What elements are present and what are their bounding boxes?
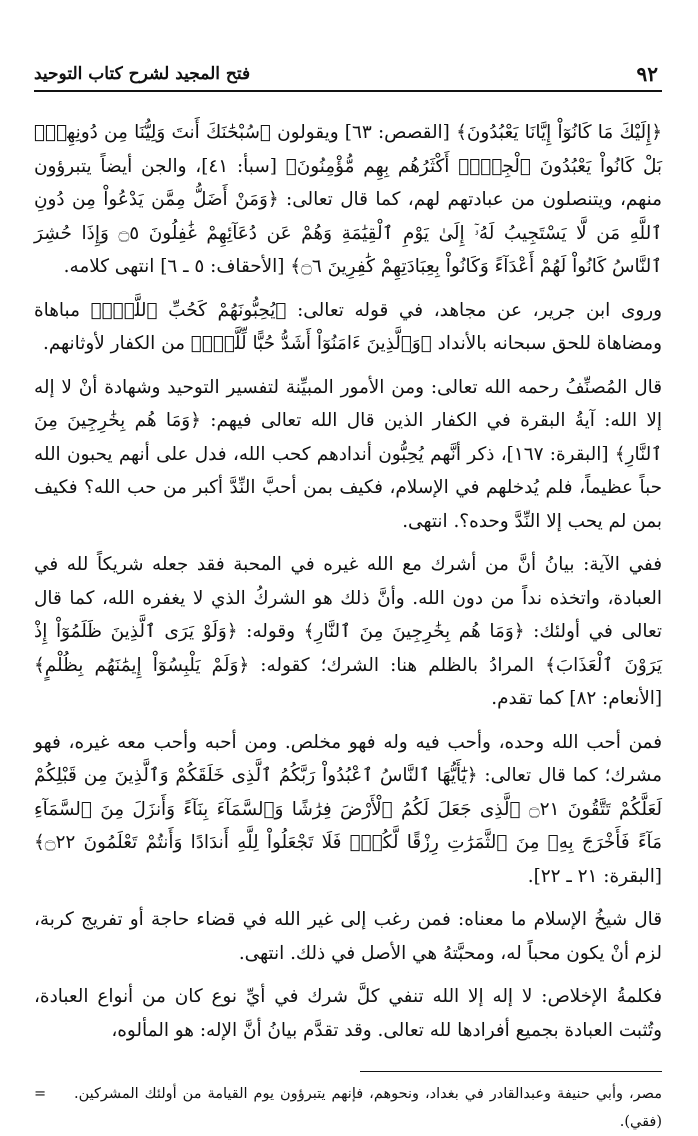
book-page (34, 58, 662, 1136)
paragraph: قال المُصنِّفُ رحمه الله تعالى: ومن الأمور المبيِّنة لتفسير التوحيد وشهادة أنْ لا إله إلا الله: آيةُ البقرة في الكفار الذين قال الله تعالى فيهم: ﴿وَمَا هُم بِخَٰرِجِينَ مِنَ ٱلنَّارِ﴾ [البقرة: ١٦٧]، ذكر أنَّهم يُحِبُّون أندادهم كحب الله، فدل على أنهم يحبون الله حباً عظيماً، فلم يُدخلهم في الإسلام، فكيف بمن أحبَّ النِّدَّ أكبر من حب الله؟ فكيف بمن لم يحب إلا النِّدَّ وحده؟. انتهى. (34, 376, 662, 532)
footnote-separator (360, 1071, 662, 1072)
paragraph: وروى ابن جرير، عن مجاهد، في قوله تعالى: ﴿يُحِبُّونَهُمْ كَحُبِّ ٱللَّهِۖ﴾ مباهاة ومضاهاة للحق سبحانه بالأنداد ﴿وَٱلَّذِينَ ءَامَنُوٓاْ أَشَدُّ حُبًّا لِّلَّهِۗ﴾ من الكفار لأوثانهم. (34, 299, 662, 354)
running-title: فتح المجيد لشرح كتاب التوحيد (34, 64, 251, 84)
paragraph: ﴿إِلَيْكَ مَا كَانُوٓاْ إِيَّانَا يَعْبُدُونَ﴾ [القصص: ٦٣] ويقولون ﴿سُبْحَٰنَكَ أَنتَ وَلِيُّنَا مِن دُونِهِمْۖ بَلْ كَانُواْ يَعْبُدُونَ ٱلْجِنَّۖ أَكْثَرُهُم بِهِم مُّؤْمِنُونَ﴾ [سبأ: ٤١]، والجن أيضاً يتبرؤون منهم، ويتنصلون من عبادتهم لهم، كما قال تعالى: ﴿وَمَنْ أَضَلُّ مِمَّن يَدْعُواْ مِن دُونِ ٱللَّهِ مَن لَّا يَسْتَجِيبُ لَهُۥٓ إِلَىٰ يَوْمِ ٱلْقِيَٰمَةِ وَهُمْ عَن دُعَآئِهِمْ غَٰفِلُونَ ۝٥ وَإِذَا حُشِرَ ٱلنَّاسُ كَانُواْ لَهُمْ أَعْدَآءً وَكَانُواْ بِعِبَادَتِهِمْ كَٰفِرِينَ ۝٦﴾ [الأحقاف: ٥ ـ ٦] انتهى كلامه. (34, 122, 662, 277)
paragraph: ففي الآية: بيانُ أنَّ من أشرك مع الله غيره في المحبة فقد جعله شريكاً لله في العبادة، واتخذه نداً من دون الله. وأنَّ ذلك هو الشركُ الذي لا يغفره الله، كما قال تعالى في أولئك: ﴿وَمَا هُم بِخَٰرِجِينَ مِنَ ٱلنَّارِ﴾ وقوله: ﴿وَلَوْ يَرَى ٱلَّذِينَ ظَلَمُوٓاْ إِذْ يَرَوْنَ ٱلْعَذَابَ﴾ المرادُ بالظلم هنا: الشرك؛ كقوله: ﴿وَلَمْ يَلْبِسُوٓاْ إِيمَٰنَهُم بِظُلْمٍ﴾ [الأنعام: ٨٢] كما تقدم. (34, 554, 662, 709)
footnote-marker: = (34, 1086, 47, 1102)
footnote-text: مصر، وأبي حنيفة وعبدالقادر في بغداد، ونحوهم، فإنهم يتبرؤون يوم القيامة من أولئك المشركين. (فقي). (74, 1086, 662, 1130)
paragraph: فمن أحب الله وحده، وأحب فيه وله فهو مخلص. ومن أحبه وأحب معه غيره، فهو مشرك؛ كما قال تعالى: ﴿يَٰٓأَيُّهَا ٱلنَّاسُ ٱعْبُدُواْ رَبَّكُمُ ٱلَّذِى خَلَقَكُمْ وَٱلَّذِينَ مِن قَبْلِكُمْ لَعَلَّكُمْ تَتَّقُونَ ۝٢١ ٱلَّذِى جَعَلَ لَكُمُ ٱلْأَرْضَ فِرَٰشًا وَٱلسَّمَآءَ بِنَآءً وَأَنزَلَ مِنَ ٱلسَّمَآءِ مَآءً فَأَخْرَجَ بِهِۦ مِنَ ٱلثَّمَرَٰتِ رِزْقًا لَّكُمْۖ فَلَا تَجْعَلُواْ لِلَّهِ أَندَادًا وَأَنتُمْ تَعْلَمُونَ ۝٢٢﴾ [البقرة: ٢١ ـ ٢٢]. (34, 731, 662, 887)
footnote (34, 1080, 662, 1136)
paragraph: قال شيخُ الإسلام ما معناه: فمن رغب إلى غير الله في قضاء حاجة أو تفريج كربة، لزم أنْ يكون محباً له، ومحبَّتهُ هي الأصل في ذلك. انتهى. (34, 909, 662, 964)
page-body (34, 116, 662, 1047)
page-header (34, 58, 662, 92)
page-number: ٩٢ (636, 62, 658, 86)
paragraph: فكلمةُ الإخلاص: لا إله إلا الله تنفي كلَّ شرك في أيِّ نوع كان من أنواع العبادة، وتُثبت العبادة بجميع أفرادها لله تعالى. وقد تقدَّم بيانُ أنَّ الإله: هو المألوه، (34, 986, 662, 1041)
